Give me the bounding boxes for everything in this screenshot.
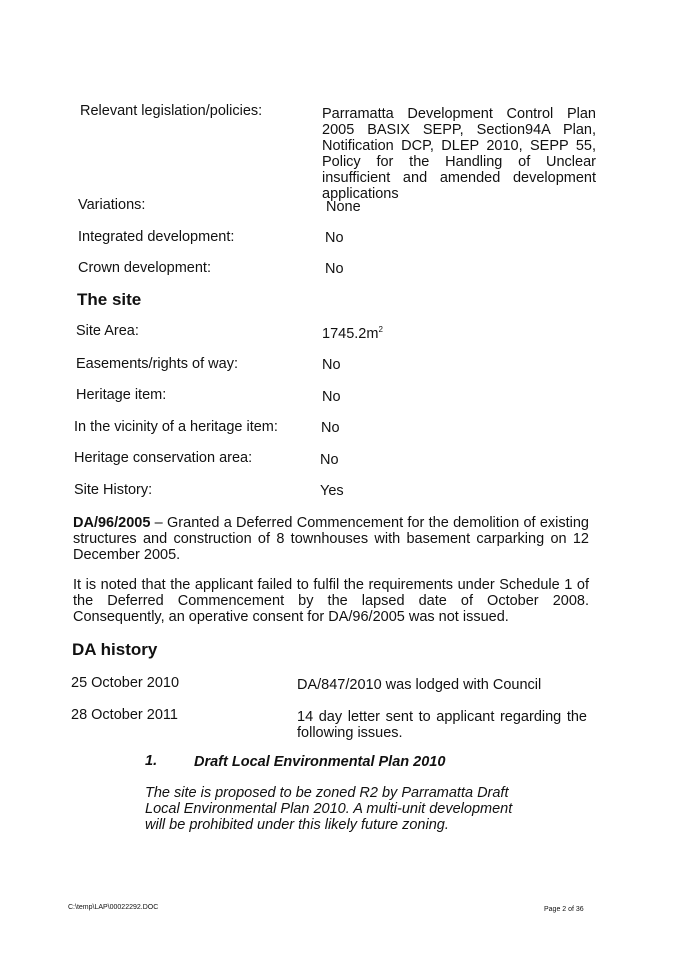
da-history-date-2: 28 October 2011	[71, 707, 178, 723]
da-history-heading: DA history	[72, 640, 158, 659]
issue-body: The site is proposed to be zoned R2 by Parramatta Draft Local Environmental Plan 2010. A multi-unit development will be prohibited under this likely future zoning.	[145, 785, 513, 833]
crown-development-value: No	[325, 261, 344, 277]
variations-label: Variations:	[78, 197, 146, 213]
crown-development-label: Crown development:	[78, 260, 211, 276]
footer-file-path: C:\temp\LAP\00022292.DOC	[68, 904, 159, 911]
integrated-development-value: No	[325, 230, 344, 246]
site-area-value: $1745.2m^2$	[322, 325, 383, 342]
site-history-label: Site History:	[74, 482, 153, 498]
da-history-date-1: 25 October 2010	[71, 675, 180, 691]
legislation-value: Parramatta Development Control Plan 2005 BASIX SEPP, Section94A Plan, Notification DCP, DLEP 2010, SEPP 55, Policy for the Handling of Unclear insufficient and amended development applications	[322, 106, 596, 202]
da-history-text-2: 14 day letter sent to applicant regarding the following issues.	[297, 709, 587, 741]
site-area-label: Site Area:	[76, 323, 139, 339]
legislation-label: Relevant legislation/policies:	[80, 103, 263, 119]
easements-value: No	[322, 357, 341, 373]
issue-title: Draft Local Environmental Plan 2010	[194, 754, 446, 770]
da-history-text-1: DA/847/2010 was lodged with Council	[297, 677, 542, 693]
heritage-item-value: No	[322, 389, 341, 405]
issue-number: 1.	[145, 753, 158, 769]
site-history-note: It is noted that the applicant failed to fulfil the requirements under Schedule 1 of the Deferred Commencement by the lapsed date of October 2008. Consequently, an operative consent for DA/96/2005 was not issued.	[73, 577, 589, 625]
footer-page-number: Page 2 of 36	[544, 906, 584, 913]
easements-label: Easements/rights of way:	[76, 356, 238, 372]
integrated-development-label: Integrated development:	[78, 229, 235, 245]
heritage-vicinity-label: In the vicinity of a heritage item:	[74, 419, 278, 435]
site-history-paragraph: DA/96/2005 – Granted a Deferred Commencement for the demolition of existing structures and construction of 8 townhouses with basement carparking on 12 December 2005.	[73, 515, 589, 563]
heritage-conservation-value: No	[320, 452, 339, 468]
heritage-conservation-label: Heritage conservation area:	[74, 450, 253, 466]
variations-value: None	[326, 199, 361, 215]
heritage-item-label: Heritage item:	[76, 387, 167, 403]
heritage-vicinity-value: No	[321, 420, 340, 436]
da-reference: DA/96/2005	[73, 515, 151, 531]
site-heading: The site	[77, 290, 142, 309]
site-history-value: Yes	[320, 483, 344, 499]
